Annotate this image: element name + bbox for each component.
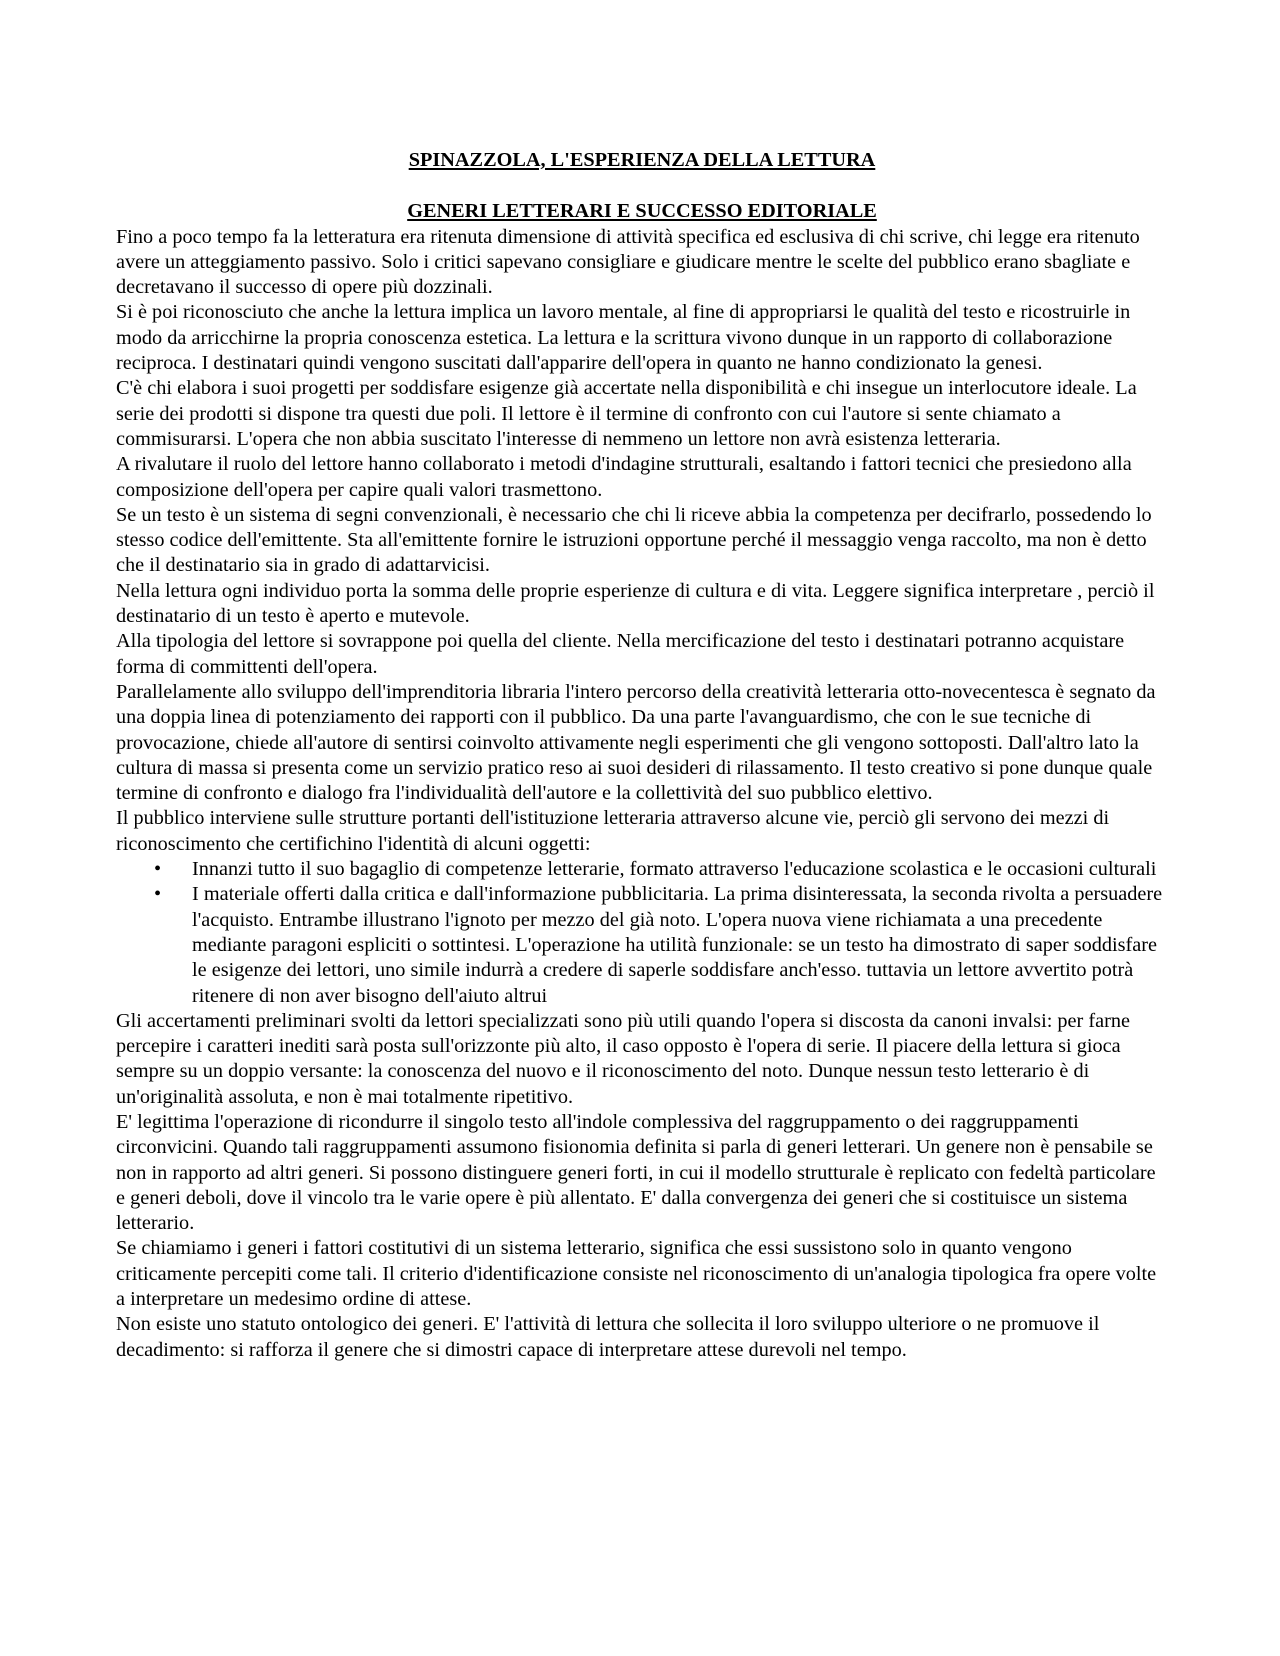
document-subtitle: GENERI LETTERARI E SUCCESSO EDITORIALE — [407, 200, 877, 223]
bullet-marker: • — [154, 883, 162, 906]
bullet-list — [116, 857, 1168, 1009]
paragraph: C'è chi elabora i suoi progetti per soddisfare esigenze già accertate nella disponibilità e chi insegue un interlocutore ideale. La serie dei prodotti si dispone tra questi due poli. Il lettore è il termine di confronto con cui l'autore si sente chiamato a commisurarsi. L'opera che non abbia suscitato l'interesse di nemmeno un lettore non avrà esistenza letteraria. — [116, 377, 1137, 450]
paragraph: Non esiste uno statuto ontologico dei generi. E' l'attività di lettura che sollecita il loro sviluppo ulteriore o ne promuove il decadimento: si rafforza il genere che si dimostri capace di interpretare attese durevoli nel tempo. — [116, 1313, 1100, 1361]
paragraph: Nella lettura ogni individuo porta la somma delle proprie esperienze di cultura e di vita. Leggere significa interpretare , perciò il destinatario di un testo è aperto e mutevole. — [116, 579, 1155, 628]
bullet-text: I materiale offerti dalla critica e dall'informazione pubblicitaria. La prima disinteressata, la seconda rivolta a persuadere l'acquisto. Entrambe illustrano l'ignoto per mezzo del già noto. L'opera nuova viene richiamata a una precedente mediante paragoni espliciti o sottintesi. L'operazione ha utilità funzionale: se un testo ha dimostrato di saper soddisfare le esigenze dei lettori, uno simile indurrà a credere di saperle soddisfare anch'esso. tuttavia un lettore avvertito potrà ritenere di non aver bisogno dell'aiuto altrui — [192, 883, 1163, 1007]
bullet-item — [154, 857, 1168, 882]
paragraph: Alla tipologia del lettore si sovrappone poi quella del cliente. Nella mercificazione del testo i destinatari potranno acquistare forma di committenti dell'opera. — [116, 630, 1125, 678]
paragraph: A rivalutare il ruolo del lettore hanno collaborato i metodi d'indagine strutturali, esaltando i fattori tecnici che presiedono alla composizione dell'opera per capire quali valori trasmettono. — [116, 453, 1132, 501]
paragraph: Se un testo è un sistema di segni convenzionali, è necessario che chi li riceve abbia la competenza per decifrarlo, possedendo lo stesso codice dell'emittente. Sta all'emittente fornire le istruzioni opportune perché il messaggio venga raccolto, ma non è detto che il destinatario sia in grado di adattarvicisi. — [116, 503, 1152, 577]
paragraph: Parallelamente allo sviluppo dell'imprenditoria libraria l'intero percorso della creatività letteraria otto-novecentesca è segnato da una doppia linea di potenziamento dei rapporti con il pubblico. Da una parte l'avanguardismo, che con le sue tecniche di provocazione, chiede all'autore di sentirsi coinvolto attivamente negli esperimenti che gli vengono sottoposti. Dall'altro lato la cultura di massa si presenta come un servizio pratico reso ai suoi desideri di rilassamento. Il testo creativo si pone dunque quale termine di confronto e dialogo fra l'individualità dell'autore e la collettività del suo pubblico elettivo. — [116, 680, 1156, 805]
document-title: SPINAZZOLA, L'ESPERIENZA DELLA LETTURA — [408, 149, 876, 171]
paragraph: E' legittima l'operazione di ricondurre il singolo testo all'indole complessiva del raggruppamento o dei raggruppamenti circonvicini. Quando tali raggruppamenti assumono fisionomia definita si parla di generi letterari. Un genere non è pensabile se non in rapporto ad altri generi. Si possono distinguere generi forti, in cui il modello strutturale è replicato con fedeltà particolare e generi deboli, dove il vincolo tra le varie opere è più allentato. E' dalla convergenza dei generi che si costituisce un sistema letterario. — [116, 1110, 1156, 1235]
paragraph: Fino a poco tempo fa la letteratura era ritenuta dimensione di attività specifica ed esclusiva di chi scrive, chi legge era ritenuto avere un atteggiamento passivo. Solo i critici sapevano consigliare e giudicare mentre le scelte del pubblico erano sbagliate e decretavano il successo di opere più dozzinali. — [116, 225, 1140, 299]
bullet-text: Innanzi tutto il suo bagaglio di competenze letterarie, formato attraverso l'educazione scolastica e le occasioni culturali — [192, 858, 1157, 881]
paragraph: Gli accertamenti preliminari svolti da lettori specializzati sono più utili quando l'opera si discosta da canoni invalsi: per farne percepire i caratteri inediti sarà posta sull'orizzonte più alto, il caso opposto è l'opera di serie. Il piacere della lettura si gioca sempre su un doppio versante: la conoscenza del nuovo e il riconoscimento del noto. Dunque nessun testo letterario è di un'originalità assoluta, e non è mai totalmente ripetitivo. — [116, 1009, 1131, 1108]
document-page — [116, 148, 1168, 1363]
paragraph: Il pubblico interviene sulle strutture portanti dell'istituzione letteraria attraverso alcune vie, perciò gli servono dei mezzi di riconoscimento che certifichino l'identità di alcuni oggetti: — [116, 807, 1110, 855]
bullet-item — [154, 882, 1168, 1008]
paragraph: Si è poi riconosciuto che anche la lettura implica un lavoro mentale, al fine di appropriarsi le qualità del testo e ricostruirle in modo da arricchirne la propria conoscenza estetica. La lettura e la scrittura vivono dunque in un rapporto di collaborazione reciproca. I destinatari quindi vengono suscitati dall'apparire dell'opera in quanto ne hanno condizionato la genesi. — [116, 301, 1131, 375]
paragraph: Se chiamiamo i generi i fattori costitutivi di un sistema letterario, significa che essi sussistono solo in quanto vengono criticamente percepiti come tali. Il criterio d'identificazione consiste nel riconoscimento di un'analogia tipologica fra opere volte a interpretare un medesimo ordine di attese. — [116, 1237, 1157, 1311]
bullet-marker: • — [154, 858, 162, 881]
